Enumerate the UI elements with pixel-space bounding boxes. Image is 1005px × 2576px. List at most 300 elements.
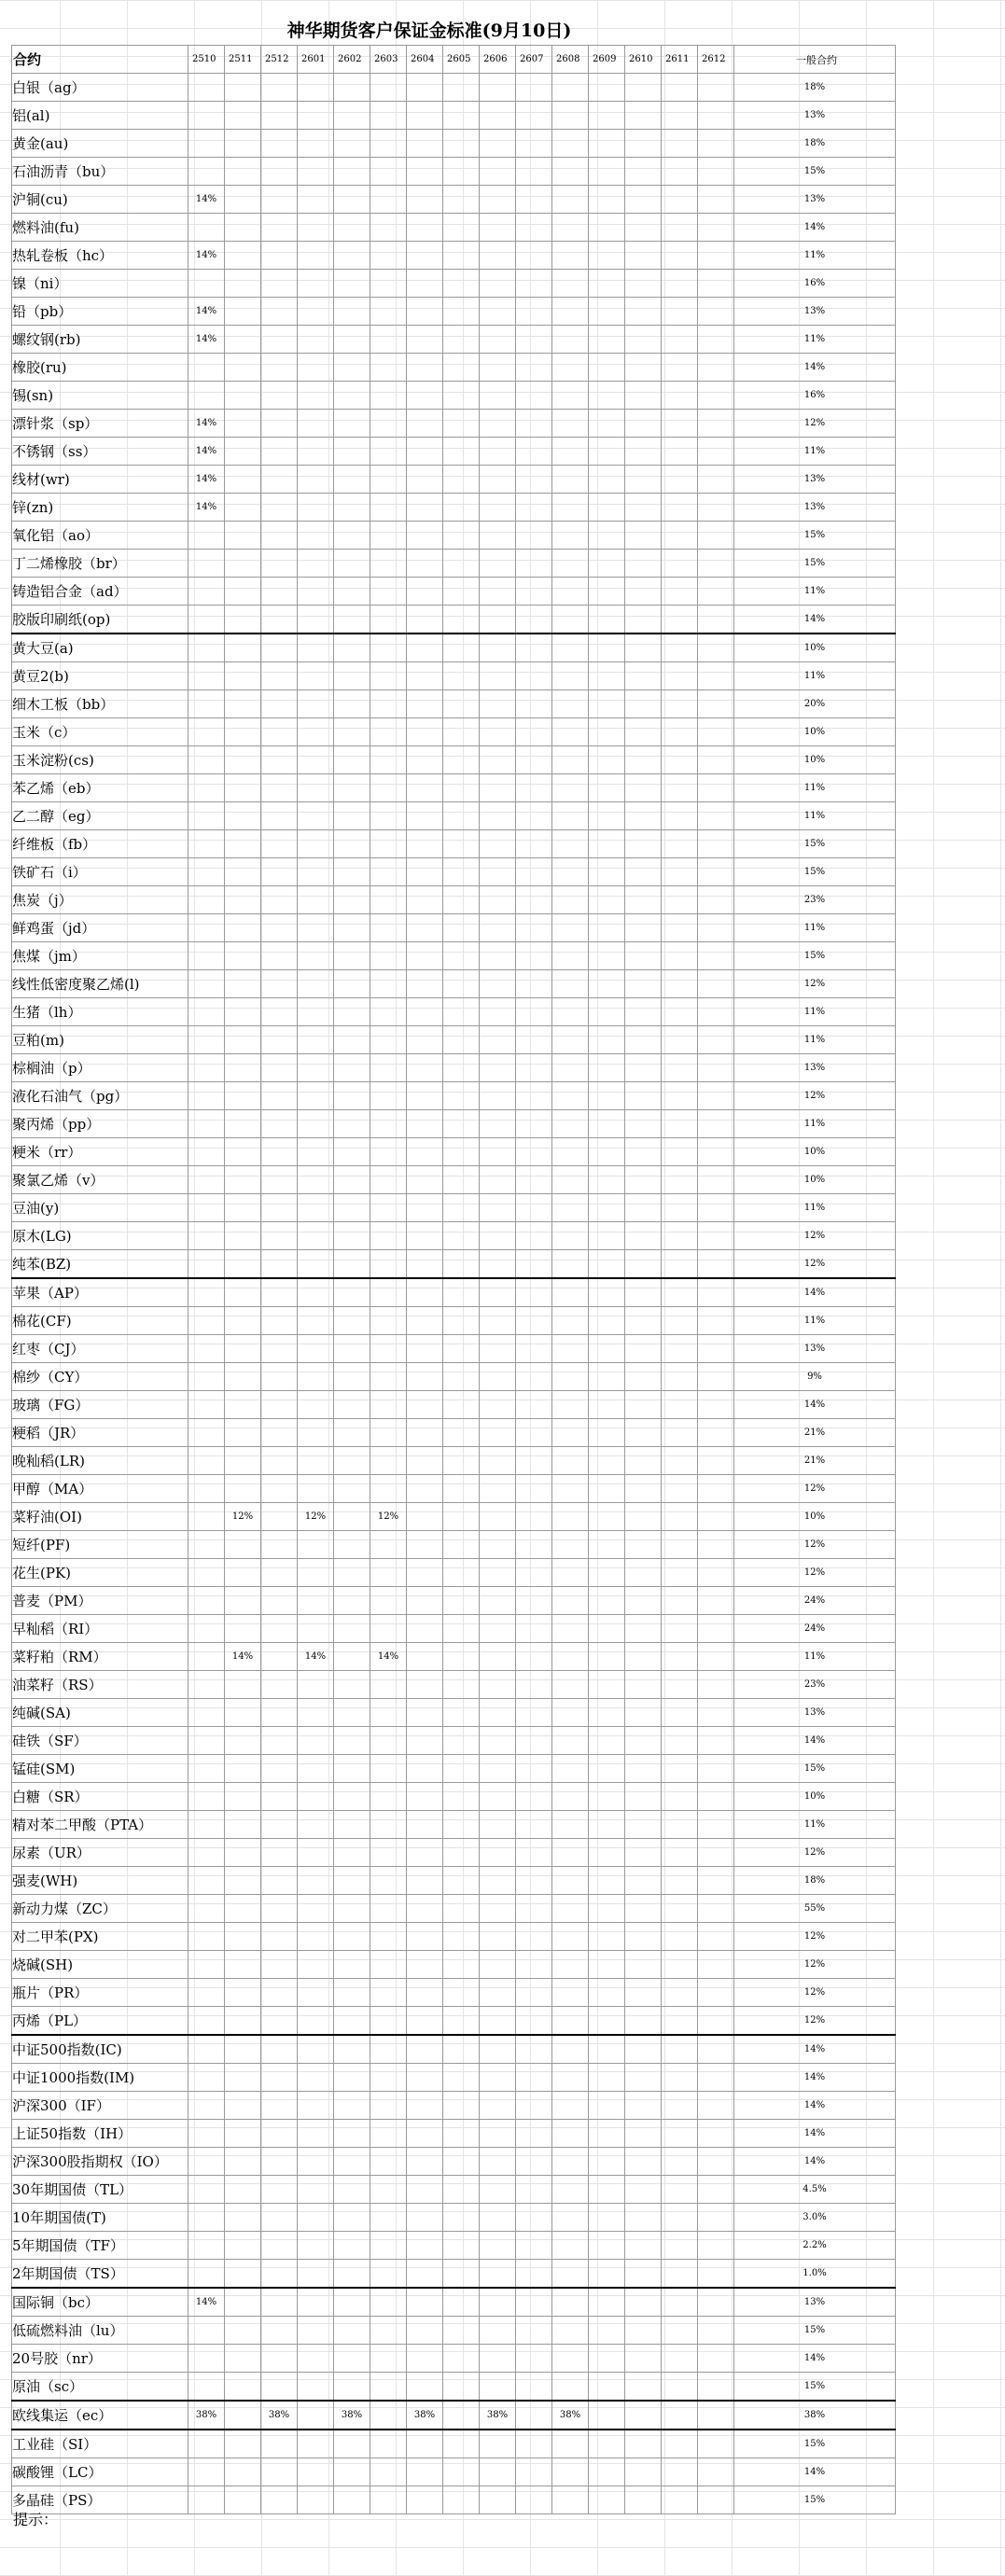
month-margin-cell[interactable] xyxy=(261,2232,298,2260)
month-margin-cell[interactable] xyxy=(589,774,625,802)
month-margin-cell[interactable] xyxy=(298,438,334,466)
contract-name-cell[interactable]: 氧化铝（ao） xyxy=(12,522,188,550)
month-margin-cell[interactable] xyxy=(480,494,516,522)
month-margin-cell[interactable] xyxy=(698,690,734,718)
contract-name-cell[interactable]: 短纤(PF) xyxy=(12,1531,188,1559)
month-margin-cell[interactable] xyxy=(443,690,480,718)
month-margin-cell[interactable] xyxy=(370,578,407,606)
month-margin-cell[interactable] xyxy=(552,2148,589,2176)
month-margin-cell[interactable] xyxy=(188,970,225,998)
month-margin-cell[interactable] xyxy=(589,634,625,662)
month-margin-cell[interactable] xyxy=(589,522,625,550)
month-margin-cell[interactable] xyxy=(698,102,734,130)
month-margin-cell[interactable] xyxy=(334,1755,370,1783)
month-margin-cell[interactable] xyxy=(480,1110,516,1138)
month-margin-cell[interactable] xyxy=(589,1755,625,1783)
contract-name-cell[interactable]: 油菜籽（RS） xyxy=(12,1671,188,1699)
month-margin-cell[interactable] xyxy=(516,1559,552,1587)
month-margin-cell[interactable] xyxy=(261,298,298,326)
month-margin-cell[interactable] xyxy=(225,858,261,886)
month-margin-cell[interactable] xyxy=(516,2092,552,2120)
month-margin-cell[interactable] xyxy=(516,802,552,830)
month-margin-cell[interactable] xyxy=(188,1110,225,1138)
month-margin-cell[interactable] xyxy=(516,1082,552,1110)
month-margin-cell[interactable] xyxy=(370,2148,407,2176)
month-margin-cell[interactable] xyxy=(698,718,734,746)
month-margin-cell[interactable] xyxy=(261,522,298,550)
month-margin-cell[interactable] xyxy=(334,1615,370,1643)
month-margin-cell[interactable] xyxy=(552,1054,589,1082)
month-margin-cell[interactable] xyxy=(443,270,480,298)
month-margin-cell[interactable] xyxy=(261,886,298,914)
month-margin-cell[interactable] xyxy=(443,1222,480,1250)
month-margin-cell[interactable] xyxy=(662,998,698,1026)
month-margin-cell[interactable] xyxy=(261,718,298,746)
month-margin-cell[interactable] xyxy=(516,1643,552,1671)
month-margin-cell[interactable] xyxy=(589,1867,625,1895)
month-margin-cell[interactable] xyxy=(698,1026,734,1054)
month-margin-cell[interactable] xyxy=(480,1895,516,1923)
month-margin-cell[interactable] xyxy=(334,1923,370,1951)
month-margin-cell[interactable] xyxy=(261,550,298,578)
month-margin-cell[interactable] xyxy=(261,2486,298,2514)
month-margin-cell[interactable] xyxy=(698,522,734,550)
month-margin-cell[interactable] xyxy=(261,2317,298,2345)
month-margin-cell[interactable] xyxy=(662,1559,698,1587)
month-margin-cell[interactable] xyxy=(261,1250,298,1279)
month-margin-cell[interactable] xyxy=(188,214,225,242)
month-margin-cell[interactable] xyxy=(480,1531,516,1559)
month-margin-cell[interactable] xyxy=(698,1923,734,1951)
month-margin-cell[interactable] xyxy=(662,102,698,130)
month-margin-cell[interactable] xyxy=(625,2288,662,2317)
month-margin-cell[interactable] xyxy=(334,1054,370,1082)
general-margin-cell[interactable]: 14% xyxy=(734,2064,896,2092)
month-margin-cell[interactable] xyxy=(298,830,334,858)
month-margin-cell[interactable] xyxy=(298,1923,334,1951)
general-margin-cell[interactable]: 18% xyxy=(734,1867,896,1895)
general-margin-cell[interactable]: 12% xyxy=(734,1559,896,1587)
general-margin-cell[interactable]: 11% xyxy=(734,1194,896,1222)
month-margin-cell[interactable] xyxy=(370,1250,407,1279)
month-margin-cell[interactable] xyxy=(370,1755,407,1783)
month-margin-cell[interactable] xyxy=(407,1895,443,1923)
month-margin-cell[interactable] xyxy=(188,1082,225,1110)
month-margin-cell[interactable] xyxy=(480,1419,516,1447)
month-margin-cell[interactable] xyxy=(698,2232,734,2260)
month-margin-cell[interactable] xyxy=(589,130,625,158)
month-margin-cell[interactable] xyxy=(298,2345,334,2373)
header-contract[interactable]: 合约 xyxy=(12,46,188,74)
month-margin-cell[interactable] xyxy=(698,858,734,886)
month-margin-cell[interactable] xyxy=(443,1475,480,1503)
month-margin-cell[interactable] xyxy=(589,970,625,998)
general-margin-cell[interactable]: 23% xyxy=(734,1671,896,1699)
month-margin-cell[interactable] xyxy=(552,1475,589,1503)
month-margin-cell[interactable] xyxy=(662,326,698,354)
contract-name-cell[interactable]: 丁二烯橡胶（br） xyxy=(12,550,188,578)
contract-name-cell[interactable]: 中证500指数(IC) xyxy=(12,2035,188,2064)
month-margin-cell[interactable] xyxy=(480,1587,516,1615)
month-margin-cell[interactable] xyxy=(407,578,443,606)
month-margin-cell[interactable] xyxy=(589,2092,625,2120)
month-margin-cell[interactable] xyxy=(407,1755,443,1783)
month-margin-cell[interactable] xyxy=(370,1531,407,1559)
month-margin-cell[interactable] xyxy=(334,998,370,1026)
month-margin-cell[interactable] xyxy=(261,1923,298,1951)
month-margin-cell[interactable] xyxy=(480,158,516,186)
month-margin-cell[interactable] xyxy=(370,438,407,466)
month-margin-cell[interactable] xyxy=(516,2176,552,2204)
contract-name-cell[interactable]: 强麦(WH) xyxy=(12,1867,188,1895)
contract-name-cell[interactable]: 乙二醇（eg） xyxy=(12,802,188,830)
month-margin-cell[interactable] xyxy=(480,102,516,130)
month-margin-cell[interactable] xyxy=(298,2288,334,2317)
month-margin-cell[interactable] xyxy=(334,2345,370,2373)
month-margin-cell[interactable] xyxy=(698,2260,734,2289)
contract-name-cell[interactable]: 燃料油(fu) xyxy=(12,214,188,242)
month-margin-cell[interactable] xyxy=(662,354,698,382)
month-margin-cell[interactable] xyxy=(552,914,589,942)
month-margin-cell[interactable] xyxy=(225,2007,261,2036)
month-margin-cell[interactable] xyxy=(698,326,734,354)
general-margin-cell[interactable]: 10% xyxy=(734,746,896,774)
month-margin-cell[interactable] xyxy=(552,2176,589,2204)
header-month[interactable]: 2610 xyxy=(625,46,662,74)
month-margin-cell[interactable] xyxy=(552,1923,589,1951)
month-margin-cell[interactable] xyxy=(516,1419,552,1447)
month-margin-cell[interactable] xyxy=(334,802,370,830)
month-margin-cell[interactable] xyxy=(334,326,370,354)
month-margin-cell[interactable] xyxy=(698,1979,734,2007)
month-margin-cell[interactable] xyxy=(698,1054,734,1082)
month-margin-cell[interactable] xyxy=(261,858,298,886)
month-margin-cell[interactable] xyxy=(334,886,370,914)
month-margin-cell[interactable] xyxy=(662,690,698,718)
month-margin-cell[interactable] xyxy=(625,1250,662,1279)
month-margin-cell[interactable] xyxy=(516,1026,552,1054)
month-margin-cell[interactable] xyxy=(516,1307,552,1335)
month-margin-cell[interactable] xyxy=(552,2486,589,2514)
month-margin-cell[interactable] xyxy=(370,1615,407,1643)
month-margin-cell[interactable] xyxy=(370,130,407,158)
month-margin-cell[interactable] xyxy=(625,1026,662,1054)
month-margin-cell[interactable] xyxy=(188,2176,225,2204)
month-margin-cell[interactable] xyxy=(334,1979,370,2007)
month-margin-cell[interactable] xyxy=(552,2260,589,2289)
month-margin-cell[interactable] xyxy=(625,158,662,186)
contract-name-cell[interactable]: 20号胶（nr） xyxy=(12,2345,188,2373)
month-margin-cell[interactable] xyxy=(334,1475,370,1503)
month-margin-cell[interactable] xyxy=(589,1447,625,1475)
month-margin-cell[interactable] xyxy=(698,1166,734,1194)
month-margin-cell[interactable] xyxy=(443,634,480,662)
month-margin-cell[interactable] xyxy=(188,886,225,914)
month-margin-cell[interactable] xyxy=(662,158,698,186)
month-margin-cell[interactable] xyxy=(298,634,334,662)
month-margin-cell[interactable] xyxy=(662,2232,698,2260)
month-margin-cell[interactable] xyxy=(370,2232,407,2260)
month-margin-cell[interactable] xyxy=(370,1979,407,2007)
month-margin-cell[interactable] xyxy=(407,1979,443,2007)
month-margin-cell[interactable] xyxy=(662,438,698,466)
month-margin-cell[interactable] xyxy=(662,886,698,914)
month-margin-cell[interactable] xyxy=(370,1419,407,1447)
month-margin-cell[interactable] xyxy=(698,2486,734,2514)
month-margin-cell[interactable] xyxy=(589,1278,625,1307)
month-margin-cell[interactable] xyxy=(662,830,698,858)
contract-name-cell[interactable]: 螺纹钢(rb) xyxy=(12,326,188,354)
month-margin-cell[interactable] xyxy=(225,270,261,298)
general-margin-cell[interactable]: 15% xyxy=(734,158,896,186)
month-margin-cell[interactable] xyxy=(625,2064,662,2092)
month-margin-cell[interactable] xyxy=(516,1054,552,1082)
month-margin-cell[interactable] xyxy=(443,1194,480,1222)
month-margin-cell[interactable]: 14% xyxy=(188,186,225,214)
month-margin-cell[interactable] xyxy=(225,2092,261,2120)
month-margin-cell[interactable] xyxy=(480,606,516,634)
month-margin-cell[interactable] xyxy=(516,326,552,354)
month-margin-cell[interactable] xyxy=(443,130,480,158)
month-margin-cell[interactable] xyxy=(589,746,625,774)
month-margin-cell[interactable] xyxy=(261,746,298,774)
month-margin-cell[interactable] xyxy=(334,1503,370,1531)
month-margin-cell[interactable] xyxy=(662,2092,698,2120)
month-margin-cell[interactable] xyxy=(480,1643,516,1671)
month-margin-cell[interactable] xyxy=(334,1307,370,1335)
month-margin-cell[interactable] xyxy=(188,270,225,298)
month-margin-cell[interactable] xyxy=(188,1419,225,1447)
month-margin-cell[interactable] xyxy=(698,2345,734,2373)
month-margin-cell[interactable] xyxy=(662,298,698,326)
month-margin-cell[interactable] xyxy=(480,1363,516,1391)
month-margin-cell[interactable] xyxy=(443,186,480,214)
month-margin-cell[interactable] xyxy=(334,1867,370,1895)
month-margin-cell[interactable] xyxy=(662,1082,698,1110)
month-margin-cell[interactable] xyxy=(370,2035,407,2064)
month-margin-cell[interactable] xyxy=(298,2176,334,2204)
month-margin-cell[interactable] xyxy=(188,1867,225,1895)
month-margin-cell[interactable]: 14% xyxy=(188,494,225,522)
general-margin-cell[interactable]: 14% xyxy=(734,606,896,634)
month-margin-cell[interactable] xyxy=(625,1054,662,1082)
month-margin-cell[interactable] xyxy=(625,1082,662,1110)
month-margin-cell[interactable] xyxy=(298,2007,334,2036)
month-margin-cell[interactable] xyxy=(225,298,261,326)
month-margin-cell[interactable] xyxy=(261,1979,298,2007)
month-margin-cell[interactable] xyxy=(480,214,516,242)
month-margin-cell[interactable] xyxy=(516,1979,552,2007)
month-margin-cell[interactable] xyxy=(480,858,516,886)
month-margin-cell[interactable] xyxy=(370,858,407,886)
month-margin-cell[interactable] xyxy=(225,1867,261,1895)
month-margin-cell[interactable] xyxy=(225,634,261,662)
month-margin-cell[interactable] xyxy=(188,102,225,130)
header-month[interactable]: 2606 xyxy=(480,46,516,74)
month-margin-cell[interactable] xyxy=(625,2035,662,2064)
month-margin-cell[interactable] xyxy=(261,1615,298,1643)
month-margin-cell[interactable] xyxy=(698,1811,734,1839)
month-margin-cell[interactable] xyxy=(480,242,516,270)
month-margin-cell[interactable]: 14% xyxy=(370,1643,407,1671)
month-margin-cell[interactable] xyxy=(480,2373,516,2402)
month-margin-cell[interactable] xyxy=(407,102,443,130)
month-margin-cell[interactable] xyxy=(188,690,225,718)
month-margin-cell[interactable] xyxy=(662,942,698,970)
month-margin-cell[interactable] xyxy=(625,1643,662,1671)
month-margin-cell[interactable] xyxy=(552,2035,589,2064)
month-margin-cell[interactable] xyxy=(298,2064,334,2092)
month-margin-cell[interactable] xyxy=(443,466,480,494)
month-margin-cell[interactable] xyxy=(261,1082,298,1110)
month-margin-cell[interactable] xyxy=(662,410,698,438)
month-margin-cell[interactable] xyxy=(407,606,443,634)
contract-name-cell[interactable]: 红枣（CJ） xyxy=(12,1335,188,1363)
month-margin-cell[interactable] xyxy=(516,1475,552,1503)
month-margin-cell[interactable] xyxy=(625,1138,662,1166)
month-margin-cell[interactable] xyxy=(625,1475,662,1503)
contract-name-cell[interactable]: 5年期国债（TF） xyxy=(12,2232,188,2260)
month-margin-cell[interactable] xyxy=(334,354,370,382)
month-margin-cell[interactable] xyxy=(698,2007,734,2036)
month-margin-cell[interactable] xyxy=(589,158,625,186)
month-margin-cell[interactable] xyxy=(370,2430,407,2458)
month-margin-cell[interactable] xyxy=(443,2204,480,2232)
month-margin-cell[interactable] xyxy=(480,130,516,158)
month-margin-cell[interactable] xyxy=(516,186,552,214)
month-margin-cell[interactable] xyxy=(552,998,589,1026)
month-margin-cell[interactable] xyxy=(298,410,334,438)
month-margin-cell[interactable] xyxy=(370,802,407,830)
contract-name-cell[interactable]: 上证50指数（IH） xyxy=(12,2120,188,2148)
month-margin-cell[interactable] xyxy=(589,2148,625,2176)
month-margin-cell[interactable] xyxy=(662,1867,698,1895)
month-margin-cell[interactable] xyxy=(261,2120,298,2148)
month-margin-cell[interactable] xyxy=(443,578,480,606)
month-margin-cell[interactable] xyxy=(370,298,407,326)
month-margin-cell[interactable] xyxy=(589,2120,625,2148)
month-margin-cell[interactable] xyxy=(225,410,261,438)
month-margin-cell[interactable] xyxy=(188,2260,225,2289)
general-margin-cell[interactable]: 12% xyxy=(734,1979,896,2007)
month-margin-cell[interactable] xyxy=(698,1615,734,1643)
month-margin-cell[interactable] xyxy=(261,1531,298,1559)
month-margin-cell[interactable] xyxy=(298,1082,334,1110)
month-margin-cell[interactable] xyxy=(552,718,589,746)
contract-name-cell[interactable]: 镍（ni） xyxy=(12,270,188,298)
month-margin-cell[interactable] xyxy=(298,1671,334,1699)
month-margin-cell[interactable] xyxy=(662,1727,698,1755)
contract-name-cell[interactable]: 生猪（lh） xyxy=(12,998,188,1026)
month-margin-cell[interactable] xyxy=(188,1531,225,1559)
general-margin-cell[interactable]: 12% xyxy=(734,1923,896,1951)
month-margin-cell[interactable] xyxy=(625,2148,662,2176)
month-margin-cell[interactable] xyxy=(698,1839,734,1867)
month-margin-cell[interactable] xyxy=(589,2401,625,2430)
contract-name-cell[interactable]: 国际铜（bc） xyxy=(12,2288,188,2317)
month-margin-cell[interactable] xyxy=(225,746,261,774)
month-margin-cell[interactable] xyxy=(334,662,370,690)
month-margin-cell[interactable] xyxy=(188,1250,225,1279)
month-margin-cell[interactable] xyxy=(225,1559,261,1587)
month-margin-cell[interactable] xyxy=(225,382,261,410)
month-margin-cell[interactable] xyxy=(334,1727,370,1755)
month-margin-cell[interactable] xyxy=(589,690,625,718)
month-margin-cell[interactable] xyxy=(589,942,625,970)
month-margin-cell[interactable] xyxy=(261,438,298,466)
month-margin-cell[interactable] xyxy=(552,354,589,382)
general-margin-cell[interactable]: 13% xyxy=(734,1335,896,1363)
month-margin-cell[interactable] xyxy=(480,1082,516,1110)
month-margin-cell[interactable] xyxy=(589,1587,625,1615)
month-margin-cell[interactable] xyxy=(334,1447,370,1475)
month-margin-cell[interactable] xyxy=(225,1082,261,1110)
month-margin-cell[interactable] xyxy=(298,1363,334,1391)
month-margin-cell[interactable] xyxy=(552,970,589,998)
month-margin-cell[interactable] xyxy=(589,410,625,438)
month-margin-cell[interactable] xyxy=(480,2345,516,2373)
month-margin-cell[interactable] xyxy=(407,1727,443,1755)
month-margin-cell[interactable] xyxy=(225,1475,261,1503)
general-margin-cell[interactable]: 13% xyxy=(734,1699,896,1727)
month-margin-cell[interactable] xyxy=(589,1475,625,1503)
month-margin-cell[interactable] xyxy=(261,1811,298,1839)
month-margin-cell[interactable] xyxy=(334,578,370,606)
month-margin-cell[interactable] xyxy=(261,494,298,522)
contract-name-cell[interactable]: 棉纱（CY） xyxy=(12,1363,188,1391)
contract-name-cell[interactable]: 液化石油气（pg） xyxy=(12,1082,188,1110)
month-margin-cell[interactable] xyxy=(407,74,443,102)
contract-name-cell[interactable]: 聚丙烯（pp） xyxy=(12,1110,188,1138)
month-margin-cell[interactable] xyxy=(370,214,407,242)
month-margin-cell[interactable] xyxy=(552,1166,589,1194)
month-margin-cell[interactable] xyxy=(443,1531,480,1559)
general-margin-cell[interactable]: 11% xyxy=(734,1110,896,1138)
month-margin-cell[interactable] xyxy=(261,382,298,410)
month-margin-cell[interactable] xyxy=(407,2064,443,2092)
month-margin-cell[interactable] xyxy=(225,1755,261,1783)
month-margin-cell[interactable] xyxy=(698,214,734,242)
month-margin-cell[interactable] xyxy=(698,2176,734,2204)
general-margin-cell[interactable]: 14% xyxy=(734,1727,896,1755)
month-margin-cell[interactable] xyxy=(516,158,552,186)
month-margin-cell[interactable] xyxy=(552,1447,589,1475)
month-margin-cell[interactable] xyxy=(225,2486,261,2514)
month-margin-cell[interactable] xyxy=(662,1979,698,2007)
month-margin-cell[interactable] xyxy=(662,662,698,690)
month-margin-cell[interactable] xyxy=(261,802,298,830)
month-margin-cell[interactable] xyxy=(625,1391,662,1419)
month-margin-cell[interactable] xyxy=(443,214,480,242)
month-margin-cell[interactable] xyxy=(443,2373,480,2402)
month-margin-cell[interactable] xyxy=(261,1671,298,1699)
month-margin-cell[interactable] xyxy=(370,2260,407,2289)
month-margin-cell[interactable] xyxy=(407,634,443,662)
month-margin-cell[interactable] xyxy=(662,1054,698,1082)
month-margin-cell[interactable] xyxy=(225,830,261,858)
month-margin-cell[interactable] xyxy=(662,1363,698,1391)
month-margin-cell[interactable] xyxy=(334,2120,370,2148)
month-margin-cell[interactable] xyxy=(298,802,334,830)
month-margin-cell[interactable] xyxy=(225,2120,261,2148)
month-margin-cell[interactable] xyxy=(589,1110,625,1138)
month-margin-cell[interactable] xyxy=(443,858,480,886)
month-margin-cell[interactable] xyxy=(334,774,370,802)
month-margin-cell[interactable] xyxy=(516,886,552,914)
month-margin-cell[interactable] xyxy=(443,746,480,774)
month-margin-cell[interactable] xyxy=(589,1391,625,1419)
general-margin-cell[interactable]: 13% xyxy=(734,1054,896,1082)
